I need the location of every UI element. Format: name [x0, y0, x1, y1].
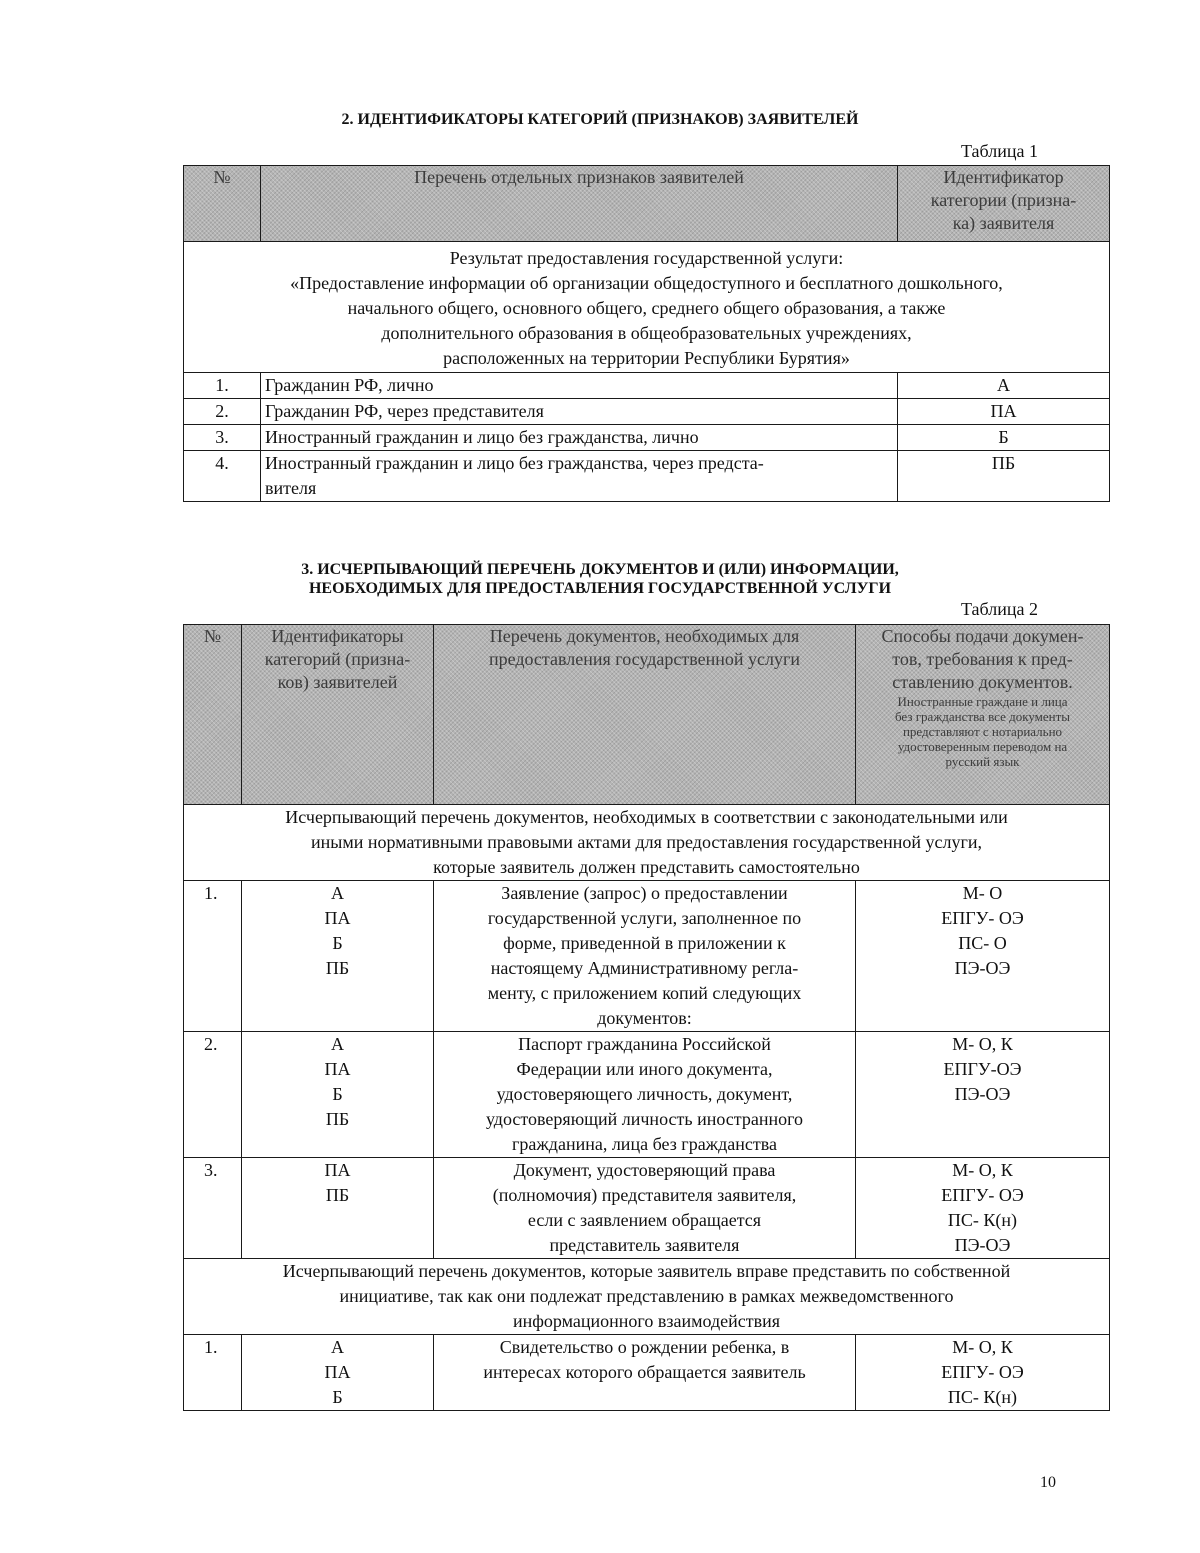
service-result-text: Результат предоставления государственной услуги: «Предоставление информации об организации общедоступного и бесплатного дошкольного, начального общего, основного общего, среднего общего образования, а также дополнительного образования в общеобразовательных учреждениях, расположенных на территории Республики Бурятия»	[184, 242, 1110, 373]
table-1-caption: Таблица 1	[961, 141, 1038, 161]
header-documents-list: Перечень документов, необходимых для предоставления государственной услуги	[434, 625, 856, 805]
row-attribute: Иностранный гражданин и лицо без гражданства, лично	[261, 425, 898, 451]
table-header-row	[184, 625, 1110, 805]
row-number: 2.	[184, 399, 261, 425]
row-identifier: Б	[898, 425, 1110, 451]
table-row	[184, 451, 1110, 502]
table-row	[184, 425, 1110, 451]
row-category-ids: А ПА Б ПБ	[242, 1032, 434, 1158]
service-result-row	[184, 242, 1110, 373]
row-document: Заявление (запрос) о предоставлении государственной услуги, заполненное по форме, приведенной в приложении к настоящему Административному регла- менту, с приложением копий следующих документов:	[434, 881, 856, 1032]
table-2-caption: Таблица 2	[961, 599, 1038, 619]
row-number: 3.	[184, 425, 261, 451]
table-row	[184, 373, 1110, 399]
table-row	[184, 1158, 1110, 1259]
section-3-title: 3. ИСЧЕРПЫВАЮЩИЙ ПЕРЕЧЕНЬ ДОКУМЕНТОВ И (ИЛИ) ИНФОРМАЦИИ, НЕОБХОДИМЫХ ДЛЯ ПРЕДОСТАВЛЕНИЯ ГОСУДАРСТВЕННОЙ УСЛУГИ	[301, 561, 899, 597]
row-category-ids: А ПА Б	[242, 1335, 434, 1411]
row-category-ids: А ПА Б ПБ	[242, 881, 434, 1032]
row-number: 3.	[184, 1158, 242, 1259]
row-number: 4.	[184, 451, 261, 502]
group-header-row	[184, 805, 1110, 881]
row-methods: М- О, К ЕПГУ-ОЭ ПЭ-ОЭ	[856, 1032, 1110, 1158]
applicant-categories-table	[183, 165, 1110, 502]
row-number: 1.	[184, 1335, 242, 1411]
row-number: 1.	[184, 881, 242, 1032]
row-identifier: ПБ	[898, 451, 1110, 502]
header-foreign-note: Иностранные граждане и лица	[897, 694, 1068, 709]
table-row	[184, 1032, 1110, 1158]
header-attributes-list: Перечень отдельных признаков заявителей	[261, 166, 898, 242]
row-methods: М- О, К ЕПГУ- ОЭ ПС- К(н) ПЭ-ОЭ	[856, 1158, 1110, 1259]
section-2-title: 2. ИДЕНТИФИКАТОРЫ КАТЕГОРИЙ (ПРИЗНАКОВ) ЗАЯВИТЕЛЕЙ	[341, 111, 859, 128]
row-document: Паспорт гражданина Российской Федерации или иного документа, удостоверяющего личность, документ, удостоверяющий личность иностранного гражданина, лица без гражданства	[434, 1032, 856, 1158]
row-number: 1.	[184, 373, 261, 399]
group-2-title: Исчерпывающий перечень документов, которые заявитель вправе представить по собственной инициативе, так как они подлежат представлению в рамках межведомственного информационного взаимодействия	[184, 1259, 1110, 1335]
row-category-ids: ПА ПБ	[242, 1158, 434, 1259]
header-submission-methods: Способы подачи докумен- тов, требования к пред- ставлению документов. Иностранные граждане и лица без гражданства все документы представляют с нотариально удостоверенным переводом на русский язык	[856, 625, 1110, 805]
row-attribute: Иностранный гражданин и лицо без гражданства, через предста- вителя	[261, 451, 898, 502]
row-identifier: ПА	[898, 399, 1110, 425]
row-attribute: Гражданин РФ, через представителя	[261, 399, 898, 425]
row-attribute: Гражданин РФ, лично	[261, 373, 898, 399]
row-identifier: А	[898, 373, 1110, 399]
table-row	[184, 881, 1110, 1032]
header-number: №	[184, 625, 242, 805]
table-header-row	[184, 166, 1110, 242]
row-document: Свидетельство о рождении ребенка, в интересах которого обращается заявитель	[434, 1335, 856, 1411]
page-number: 10	[1040, 1474, 1056, 1491]
row-document: Документ, удостоверяющий права (полномочия) представителя заявителя, если с заявлением обращается представитель заявителя	[434, 1158, 856, 1259]
header-category-id: Идентификатор категории (призна- ка) заявителя	[898, 166, 1110, 242]
group-1-title: Исчерпывающий перечень документов, необходимых в соответствии с законодательными или иными нормативными правовыми актами для предоставления государственной услуги, которые заявитель должен представить самостоятельно	[184, 805, 1110, 881]
row-number: 2.	[184, 1032, 242, 1158]
documents-table	[183, 624, 1110, 1411]
row-methods: М- О ЕПГУ- ОЭ ПС- О ПЭ-ОЭ	[856, 881, 1110, 1032]
table-row	[184, 1335, 1110, 1411]
group-header-row	[184, 1259, 1110, 1335]
row-methods: М- О, К ЕПГУ- ОЭ ПС- К(н)	[856, 1335, 1110, 1411]
table-row	[184, 399, 1110, 425]
header-number: №	[184, 166, 261, 242]
header-category-ids: Идентификаторы категорий (призна- ков) заявителей	[242, 625, 434, 805]
